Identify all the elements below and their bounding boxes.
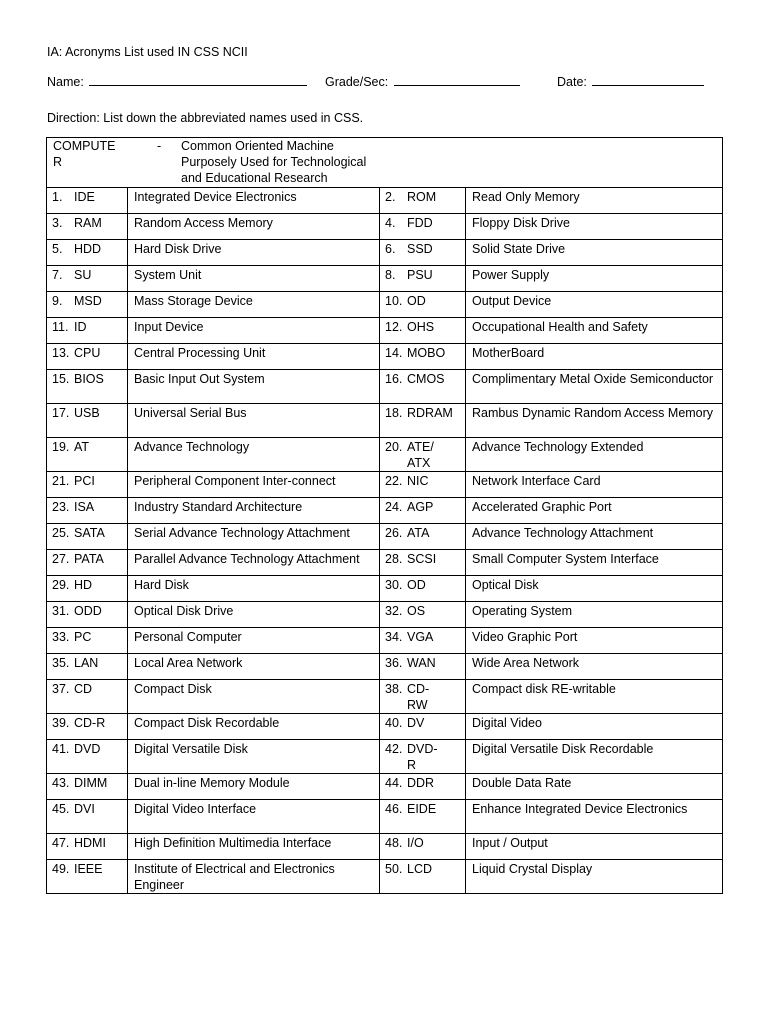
- item-number: 1.: [52, 190, 63, 204]
- definition-text: Floppy Disk Drive: [472, 216, 570, 230]
- table-row: [47, 188, 723, 214]
- acronym-cell: [47, 800, 128, 834]
- acronym-text: RDRAM: [407, 406, 453, 420]
- acronym-cell: [47, 344, 128, 370]
- definition-text: Output Device: [472, 294, 552, 308]
- definition-text: Integrated Device Electronics: [134, 190, 297, 204]
- definition-cell: [466, 680, 723, 714]
- definition-cell: [466, 370, 723, 404]
- definition-cell: [128, 438, 380, 472]
- acronym-text: I/O: [407, 836, 424, 850]
- acronym-cell: [380, 292, 466, 318]
- definition-text: Advance Technology: [134, 440, 250, 454]
- item-number: 40.: [385, 716, 403, 730]
- definition-text: Operating System: [472, 604, 573, 618]
- acronym-cell: [380, 498, 466, 524]
- definition-cell: [466, 344, 723, 370]
- definition-text: Basic Input Out System: [134, 372, 265, 386]
- acronym-text: MOBO: [407, 346, 446, 360]
- acronym-cell: [47, 740, 128, 774]
- table-row: [47, 472, 723, 498]
- acronym-text: PSU: [407, 268, 433, 282]
- acronym-cell: [380, 370, 466, 404]
- acronym-cell: [47, 628, 128, 654]
- definition-text: Digital Video: [472, 716, 542, 730]
- table-row: [47, 214, 723, 240]
- item-number: 17.: [52, 406, 70, 420]
- acronym-text: CPU: [74, 346, 101, 360]
- acronym-cell: [47, 524, 128, 550]
- acronym-text: VGA: [407, 630, 434, 644]
- definition-text: Compact disk RE-writable: [472, 682, 616, 696]
- definition-cell: [466, 498, 723, 524]
- acronym-cell: [47, 714, 128, 740]
- acronym-cell: [380, 404, 466, 438]
- grade-label: Grade/Sec:: [325, 75, 389, 89]
- acronym-cell: [47, 404, 128, 438]
- acronyms-table: [46, 137, 723, 894]
- definition-text: Read Only Memory: [472, 190, 580, 204]
- item-number: 28.: [385, 552, 403, 566]
- acronym-text: OHS: [407, 320, 435, 334]
- definition-cell: [128, 800, 380, 834]
- definition-cell: [466, 214, 723, 240]
- definition-cell: [128, 740, 380, 774]
- acronym-text: BIOS: [74, 372, 104, 386]
- acronym-text: DVD-R: [407, 742, 438, 772]
- header-definition: Common Oriented Machine Purposely Used for Technological and Educational Research: [181, 139, 367, 185]
- table-row: [47, 740, 723, 774]
- table-row: [47, 370, 723, 404]
- acronym-text: AT: [74, 440, 90, 454]
- definition-cell: [128, 576, 380, 602]
- item-number: 36.: [385, 656, 403, 670]
- acronym-cell: [380, 800, 466, 834]
- item-number: 25.: [52, 526, 70, 540]
- item-number: 32.: [385, 604, 403, 618]
- acronym-text: ODD: [74, 604, 102, 618]
- acronym-text: HD: [74, 578, 93, 592]
- definition-text: Digital Versatile Disk: [134, 742, 248, 756]
- item-number: 43.: [52, 776, 70, 790]
- definition-text: Optical Disk: [472, 578, 539, 592]
- acronym-cell: [47, 498, 128, 524]
- acronym-cell: [47, 860, 128, 894]
- definition-cell: [128, 602, 380, 628]
- acronym-cell: [380, 680, 466, 714]
- acronym-text: CD-RW: [407, 682, 430, 712]
- item-number: 30.: [385, 578, 403, 592]
- definition-cell: [128, 774, 380, 800]
- definition-text: Advance Technology Extended: [472, 440, 644, 454]
- item-number: 50.: [385, 862, 403, 876]
- definition-cell: [128, 370, 380, 404]
- definition-text: Advance Technology Attachment: [472, 526, 654, 540]
- acronym-cell: [47, 438, 128, 472]
- definition-text: Input / Output: [472, 836, 548, 850]
- date-blank-line[interactable]: [592, 72, 704, 86]
- acronym-cell: [47, 292, 128, 318]
- definition-cell: [128, 714, 380, 740]
- item-number: 38.: [385, 682, 403, 696]
- acronym-text: AGP: [407, 500, 434, 514]
- acronym-text: OD: [407, 578, 426, 592]
- acronym-cell: [380, 266, 466, 292]
- acronym-text: CD-R: [74, 716, 106, 730]
- table-row: [47, 438, 723, 472]
- table-header-row: [47, 138, 723, 188]
- definition-cell: [466, 240, 723, 266]
- definition-cell: [466, 472, 723, 498]
- acronym-text: SU: [74, 268, 92, 282]
- definition-text: Digital Versatile Disk Recordable: [472, 742, 654, 756]
- definition-cell: [128, 628, 380, 654]
- definition-cell: [466, 266, 723, 292]
- definition-cell: [466, 404, 723, 438]
- definition-text: Personal Computer: [134, 630, 242, 644]
- acronym-text: ATA: [407, 526, 430, 540]
- table-row: [47, 774, 723, 800]
- definition-cell: [128, 266, 380, 292]
- definition-text: Hard Disk: [134, 578, 189, 592]
- acronym-cell: [47, 680, 128, 714]
- table-row: [47, 498, 723, 524]
- item-number: 42.: [385, 742, 403, 756]
- item-number: 49.: [52, 862, 70, 876]
- acronym-text: CMOS: [407, 372, 445, 386]
- acronym-cell: [380, 714, 466, 740]
- acronym-cell: [380, 550, 466, 576]
- item-number: 3.: [52, 216, 63, 230]
- definition-text: Power Supply: [472, 268, 550, 282]
- direction-text: Direction: List down the abbreviated names used in CSS.: [47, 111, 364, 125]
- table-row: [47, 834, 723, 860]
- definition-cell: [128, 214, 380, 240]
- acronym-cell: [380, 628, 466, 654]
- acronym-text: DIMM: [74, 776, 108, 790]
- definition-text: Digital Video Interface: [134, 802, 257, 816]
- acronym-text: LCD: [407, 862, 433, 876]
- acronym-text: NIC: [407, 474, 429, 488]
- table-row: [47, 404, 723, 438]
- table-row: [47, 240, 723, 266]
- acronym-text: DVI: [74, 802, 95, 816]
- item-number: 4.: [385, 216, 396, 230]
- acronym-text: PCI: [74, 474, 95, 488]
- acronym-text: USB: [74, 406, 100, 420]
- acronym-cell: [380, 188, 466, 214]
- definition-text: Liquid Crystal Display: [472, 862, 593, 876]
- name-field[interactable]: [47, 72, 307, 90]
- item-number: 27.: [52, 552, 70, 566]
- acronym-text: WAN: [407, 656, 436, 670]
- table-row: [47, 550, 723, 576]
- definition-cell: [466, 524, 723, 550]
- item-number: 31.: [52, 604, 70, 618]
- item-number: 15.: [52, 372, 70, 386]
- definition-text: Universal Serial Bus: [134, 406, 247, 420]
- item-number: 44.: [385, 776, 403, 790]
- item-number: 18.: [385, 406, 403, 420]
- table-row: [47, 800, 723, 834]
- acronym-cell: [380, 240, 466, 266]
- item-number: 24.: [385, 500, 403, 514]
- date-field[interactable]: [557, 72, 704, 90]
- acronym-cell: [380, 472, 466, 498]
- acronym-text: SCSI: [407, 552, 437, 566]
- acronym-text: OS: [407, 604, 426, 618]
- item-number: 8.: [385, 268, 396, 282]
- item-number: 6.: [385, 242, 396, 256]
- acronym-text: DDR: [407, 776, 435, 790]
- item-number: 7.: [52, 268, 63, 282]
- definition-text: Input Device: [134, 320, 204, 334]
- table-row: [47, 680, 723, 714]
- definition-cell: [128, 472, 380, 498]
- item-number: 5.: [52, 242, 63, 256]
- acronym-cell: [47, 240, 128, 266]
- acronym-text: HDMI: [74, 836, 106, 850]
- definition-text: Small Computer System Interface: [472, 552, 659, 566]
- item-number: 19.: [52, 440, 70, 454]
- definition-text: Institute of Electrical and Electronics Engineer: [134, 862, 335, 892]
- acronym-cell: [380, 438, 466, 472]
- acronym-text: ID: [74, 320, 87, 334]
- item-number: 26.: [385, 526, 403, 540]
- item-number: 10.: [385, 294, 403, 308]
- acronym-text: LAN: [74, 656, 99, 670]
- definition-cell: [466, 438, 723, 472]
- definition-text: Optical Disk Drive: [134, 604, 234, 618]
- acronym-cell: [380, 834, 466, 860]
- header-dash: -: [157, 139, 162, 153]
- header-word: COMPUTER: [53, 139, 116, 169]
- definition-cell: [466, 292, 723, 318]
- acronym-text: HDD: [74, 242, 102, 256]
- acronym-text: ATE/ ATX: [407, 440, 434, 470]
- name-blank-line[interactable]: [89, 72, 307, 86]
- acronym-cell: [380, 318, 466, 344]
- item-number: 13.: [52, 346, 70, 360]
- acronym-cell: [380, 576, 466, 602]
- acronym-text: IDE: [74, 190, 95, 204]
- item-number: 45.: [52, 802, 70, 816]
- definition-cell: [466, 860, 723, 894]
- acronym-cell: [380, 344, 466, 370]
- item-number: 2.: [385, 190, 396, 204]
- definition-text: Double Data Rate: [472, 776, 572, 790]
- acronym-cell: [47, 188, 128, 214]
- definition-text: Rambus Dynamic Random Access Memory: [472, 406, 714, 420]
- item-number: 20.: [385, 440, 403, 454]
- acronym-text: DVD: [74, 742, 101, 756]
- table-row: [47, 524, 723, 550]
- table-row: [47, 292, 723, 318]
- definition-cell: [466, 740, 723, 774]
- definition-text: High Definition Multimedia Interface: [134, 836, 332, 850]
- definition-text: Wide Area Network: [472, 656, 579, 670]
- acronym-cell: [380, 860, 466, 894]
- definition-text: Network Interface Card: [472, 474, 601, 488]
- item-number: 41.: [52, 742, 70, 756]
- acronym-cell: [47, 602, 128, 628]
- definition-text: Dual in-line Memory Module: [134, 776, 290, 790]
- definition-text: Serial Advance Technology Attachment: [134, 526, 350, 540]
- item-number: 16.: [385, 372, 403, 386]
- definition-cell: [466, 714, 723, 740]
- acronym-text: RAM: [74, 216, 102, 230]
- item-number: 9.: [52, 294, 63, 308]
- acronym-cell: [47, 318, 128, 344]
- header-cell: [47, 138, 723, 188]
- acronym-cell: [47, 654, 128, 680]
- definition-cell: [128, 860, 380, 894]
- grade-field[interactable]: [325, 72, 520, 90]
- acronym-cell: [47, 472, 128, 498]
- student-info-row: [47, 72, 727, 88]
- definition-cell: [128, 834, 380, 860]
- definition-cell: [466, 774, 723, 800]
- definition-text: Peripheral Component Inter-connect: [134, 474, 336, 488]
- definition-cell: [466, 800, 723, 834]
- item-number: 37.: [52, 682, 70, 696]
- definition-cell: [128, 680, 380, 714]
- definition-cell: [128, 498, 380, 524]
- acronym-text: IEEE: [74, 862, 103, 876]
- item-number: 39.: [52, 716, 70, 730]
- name-label: Name:: [47, 75, 84, 89]
- definition-cell: [128, 292, 380, 318]
- definition-cell: [128, 404, 380, 438]
- definition-text: Hard Disk Drive: [134, 242, 222, 256]
- acronym-cell: [47, 550, 128, 576]
- definition-cell: [128, 188, 380, 214]
- definition-cell: [466, 654, 723, 680]
- acronym-text: ISA: [74, 500, 95, 514]
- definition-cell: [466, 628, 723, 654]
- definition-text: Accelerated Graphic Port: [472, 500, 612, 514]
- item-number: 14.: [385, 346, 403, 360]
- definition-text: Mass Storage Device: [134, 294, 253, 308]
- acronym-cell: [380, 524, 466, 550]
- acronym-text: FDD: [407, 216, 433, 230]
- grade-blank-line[interactable]: [394, 72, 520, 86]
- definition-text: System Unit: [134, 268, 202, 282]
- acronym-cell: [47, 266, 128, 292]
- definition-text: MotherBoard: [472, 346, 545, 360]
- acronym-text: SSD: [407, 242, 433, 256]
- item-number: 34.: [385, 630, 403, 644]
- acronym-text: OD: [407, 294, 426, 308]
- item-number: 22.: [385, 474, 403, 488]
- definition-text: Compact Disk: [134, 682, 212, 696]
- table-row: [47, 602, 723, 628]
- item-number: 35.: [52, 656, 70, 670]
- definition-cell: [128, 550, 380, 576]
- table-row: [47, 266, 723, 292]
- definition-text: Solid State Drive: [472, 242, 566, 256]
- acronym-text: DV: [407, 716, 425, 730]
- definition-cell: [128, 524, 380, 550]
- table-row: [47, 628, 723, 654]
- definition-cell: [466, 188, 723, 214]
- acronym-cell: [380, 774, 466, 800]
- table-row: [47, 344, 723, 370]
- acronym-text: SATA: [74, 526, 105, 540]
- date-label: Date:: [557, 75, 587, 89]
- acronym-cell: [47, 576, 128, 602]
- acronym-text: ROM: [407, 190, 437, 204]
- definition-cell: [466, 576, 723, 602]
- item-number: 12.: [385, 320, 403, 334]
- item-number: 23.: [52, 500, 70, 514]
- item-number: 46.: [385, 802, 403, 816]
- acronym-cell: [47, 214, 128, 240]
- acronym-text: PATA: [74, 552, 104, 566]
- definition-text: Parallel Advance Technology Attachment: [134, 552, 360, 566]
- definition-cell: [128, 318, 380, 344]
- table-row: [47, 860, 723, 894]
- definition-text: Enhance Integrated Device Electronics: [472, 802, 688, 816]
- definition-text: Central Processing Unit: [134, 346, 266, 360]
- definition-cell: [466, 550, 723, 576]
- acronym-cell: [47, 834, 128, 860]
- acronym-text: PC: [74, 630, 92, 644]
- definition-text: Industry Standard Architecture: [134, 500, 303, 514]
- item-number: 21.: [52, 474, 70, 488]
- definition-cell: [128, 654, 380, 680]
- table-row: [47, 318, 723, 344]
- acronym-text: CD: [74, 682, 93, 696]
- acronym-cell: [47, 370, 128, 404]
- definition-text: Occupational Health and Safety: [472, 320, 648, 334]
- definition-cell: [466, 602, 723, 628]
- definition-text: Complimentary Metal Oxide Semiconductor: [472, 372, 714, 386]
- table-row: [47, 654, 723, 680]
- item-number: 11.: [52, 320, 69, 334]
- acronym-cell: [47, 774, 128, 800]
- item-number: 48.: [385, 836, 403, 850]
- item-number: 47.: [52, 836, 70, 850]
- document-title: IA: Acronyms List used IN CSS NCII: [47, 45, 248, 59]
- definition-cell: [128, 240, 380, 266]
- acronym-cell: [380, 602, 466, 628]
- item-number: 33.: [52, 630, 70, 644]
- acronym-cell: [380, 214, 466, 240]
- definition-cell: [466, 834, 723, 860]
- table-row: [47, 576, 723, 602]
- acronym-text: EIDE: [407, 802, 437, 816]
- acronym-cell: [380, 654, 466, 680]
- acronym-cell: [380, 740, 466, 774]
- definition-text: Compact Disk Recordable: [134, 716, 280, 730]
- definition-cell: [128, 344, 380, 370]
- table-row: [47, 714, 723, 740]
- definition-text: Random Access Memory: [134, 216, 273, 230]
- acronym-text: MSD: [74, 294, 102, 308]
- definition-text: Video Graphic Port: [472, 630, 578, 644]
- definition-text: Local Area Network: [134, 656, 243, 670]
- definition-cell: [466, 318, 723, 344]
- item-number: 29.: [52, 578, 70, 592]
